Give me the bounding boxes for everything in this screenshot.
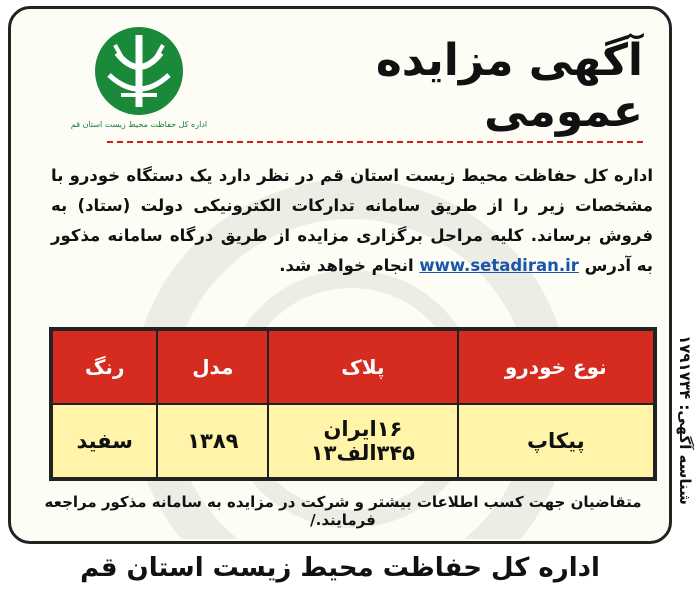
cell-vehicle-type: پیکاپ [458,404,654,478]
cell-model: ۱۳۸۹ [157,404,268,478]
table-header-row [52,330,654,404]
advertisement-frame [8,6,672,544]
table-row [52,404,654,478]
announcement-text: اداره کل حفاظت محیط زیست استان قم در نظر دارد یک دستگاه خودرو با مشخصات زیر را از طریق سامانه تدارکات الکترونیکی دولت (ستاد) به فروش برساند. کلیه مراحل برگزاری مزایده از طریق درگاه سامانه مذکور به آدرس [51,166,653,275]
announcement-body [51,161,653,281]
setad-link[interactable]: www.setadiran.ir [419,256,579,275]
announcement-tail: انجام خواهد شد. [279,256,414,275]
footer-organization: اداره کل حفاظت محیط زیست استان قم [80,553,600,583]
cell-plate: ۱۶ایران ۳۴۵الف۱۳ [268,404,457,478]
ad-id [674,300,696,540]
header-plate: پلاک [268,330,457,404]
header-model: مدل [157,330,268,404]
header-vehicle-type: نوع خودرو [458,330,654,404]
logo-caption: اداره کل حفاظت محیط زیست استان قم [70,120,208,129]
page-title: آگهی مزایده عمومی [375,35,643,137]
applicant-notice: متقاضیان جهت کسب اطلاعات بیشتر و شرکت در مزایده به سامانه مذکور مراجعه فرمایند./ [44,493,642,529]
cell-color: سفید [52,404,157,478]
ad-id-text: شناسه آگهی: ۱۷۹۱۷۳۴ [676,335,694,505]
divider [107,141,643,143]
vehicle-table [49,327,657,481]
header-color: رنگ [52,330,157,404]
